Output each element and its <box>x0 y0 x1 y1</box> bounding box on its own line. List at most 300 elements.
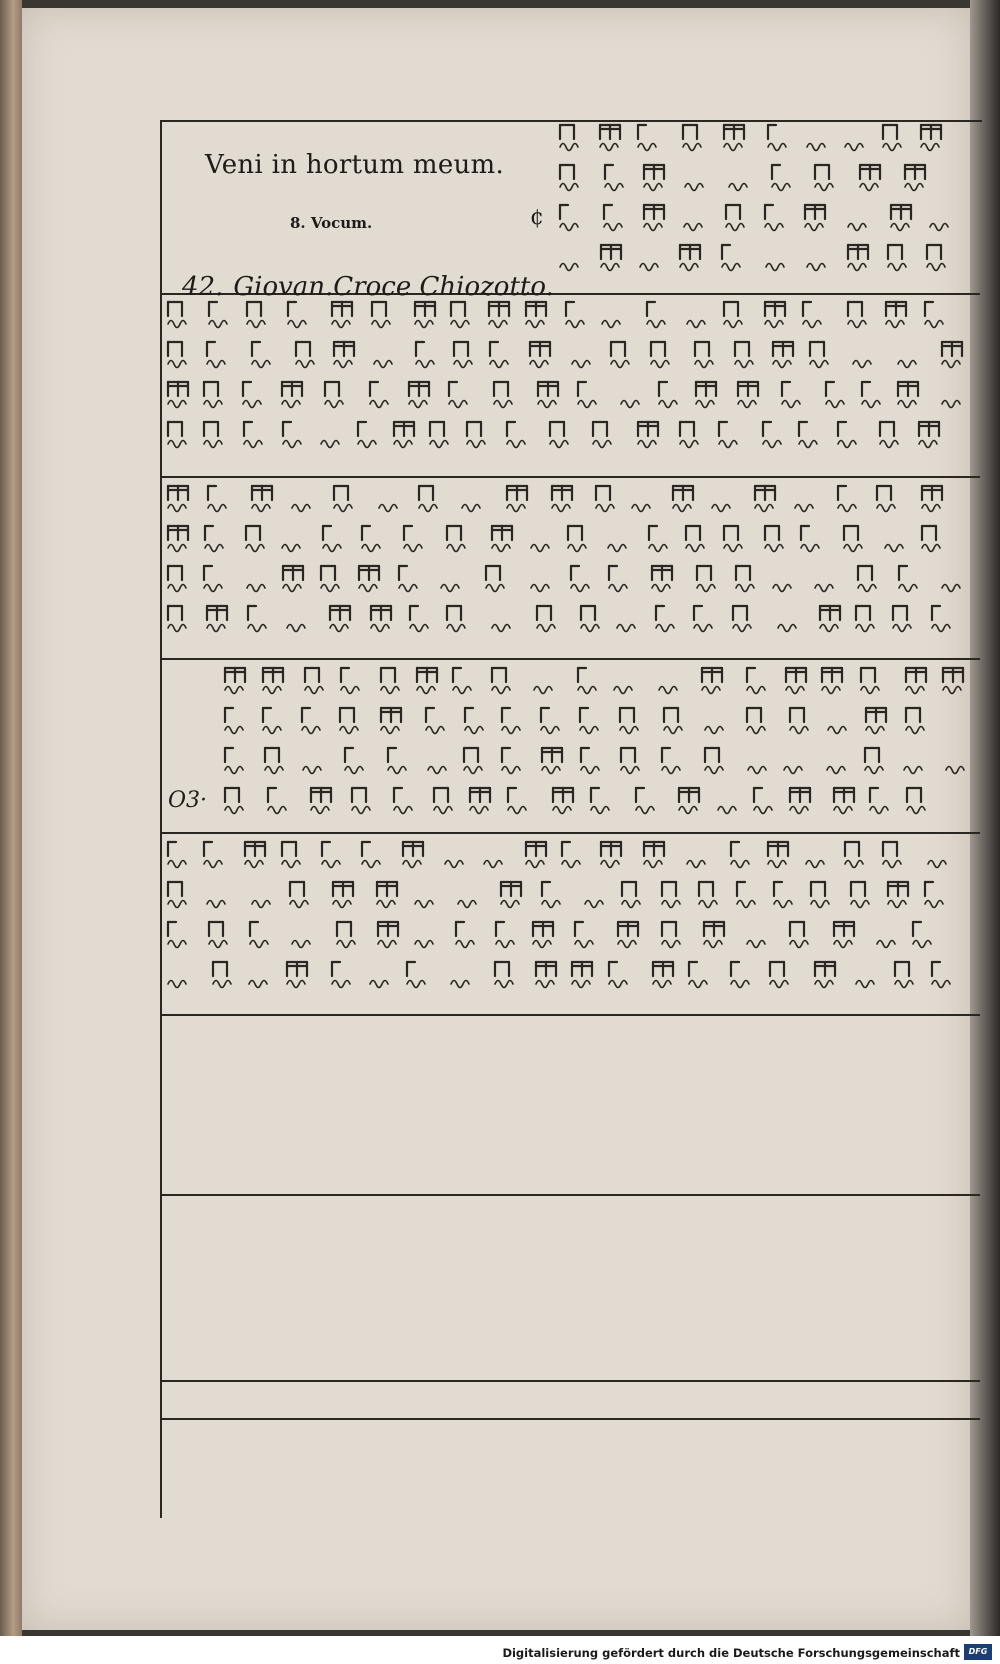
tab-letter <box>664 727 682 734</box>
tab-letter <box>617 625 635 632</box>
tab-letter <box>409 401 427 408</box>
tab-letter <box>858 585 876 592</box>
tab-letter <box>213 981 231 988</box>
tab-letter <box>246 545 264 552</box>
tab-letter <box>838 505 856 512</box>
tab-letter <box>204 441 222 448</box>
tab-letter <box>419 505 437 512</box>
tab-letter <box>321 585 339 592</box>
tab-letter <box>653 981 671 988</box>
tab-letter <box>225 767 243 774</box>
tab-letter <box>542 901 560 908</box>
tab-letter <box>263 727 281 734</box>
tab-letter <box>946 767 964 774</box>
tab-letter <box>243 401 261 408</box>
tab-letter <box>942 361 960 368</box>
tab-letter <box>467 441 485 448</box>
tab-letter <box>292 941 310 948</box>
tab-letter <box>283 585 301 592</box>
tab-letter <box>893 625 911 632</box>
tab-letter <box>943 687 961 694</box>
tab-letter <box>659 687 677 694</box>
tab-letter <box>283 441 301 448</box>
tab-letter <box>225 687 243 694</box>
tab-letter <box>927 264 945 271</box>
tablature-glyphs <box>168 125 964 988</box>
tab-letter <box>445 861 463 868</box>
tab-letter <box>332 981 350 988</box>
tab-letter <box>747 941 765 948</box>
tab-letter <box>248 625 266 632</box>
tab-letter <box>204 401 222 408</box>
tab-letter <box>638 441 656 448</box>
dfg-logo: DFG <box>964 1644 992 1660</box>
tab-letter <box>886 321 904 328</box>
tab-letter <box>702 687 720 694</box>
tab-letter <box>815 184 833 191</box>
tab-letter <box>168 941 186 948</box>
tab-letter <box>379 505 397 512</box>
tab-letter <box>906 687 924 694</box>
tab-letter <box>768 861 786 868</box>
tab-letter <box>566 321 584 328</box>
tab-letter <box>359 585 377 592</box>
tab-letter <box>244 441 262 448</box>
tab-letter <box>447 545 465 552</box>
tab-letter <box>724 321 742 328</box>
tab-letter <box>834 941 852 948</box>
tab-letter <box>502 767 520 774</box>
tab-letter <box>845 144 863 151</box>
tab-letter <box>737 901 755 908</box>
tab-letter <box>799 441 817 448</box>
tab-letter <box>906 727 924 734</box>
tab-letter <box>404 545 422 552</box>
tab-letter <box>790 727 808 734</box>
tab-letter <box>250 941 268 948</box>
tab-letter <box>735 361 753 368</box>
tab-letter <box>537 625 555 632</box>
tab-letter <box>699 901 717 908</box>
tab-letter <box>784 767 802 774</box>
tab-letter <box>644 861 662 868</box>
tab-letter <box>533 941 551 948</box>
tab-letter <box>925 901 943 908</box>
tab-letter <box>252 361 270 368</box>
tab-letter <box>605 184 623 191</box>
tab-letter <box>371 625 389 632</box>
tab-letter <box>562 861 580 868</box>
tab-letter <box>204 585 222 592</box>
tab-letter <box>686 545 704 552</box>
triple-meter-mark: O3· <box>168 788 208 813</box>
tab-letter <box>729 184 747 191</box>
tab-letter <box>334 505 352 512</box>
tab-letter <box>591 807 609 814</box>
tab-letter <box>381 727 399 734</box>
tab-letter <box>578 401 596 408</box>
tab-letter <box>207 901 225 908</box>
tab-letter <box>168 861 186 868</box>
tab-letter <box>604 224 622 231</box>
tab-letter <box>778 625 796 632</box>
tab-letter <box>394 807 412 814</box>
tab-letter <box>622 901 640 908</box>
tab-letter <box>263 687 281 694</box>
tab-letter <box>282 861 300 868</box>
tab-letter <box>252 901 270 908</box>
tab-letter <box>534 687 552 694</box>
tab-letter <box>378 941 396 948</box>
tab-letter <box>332 321 350 328</box>
tab-letter <box>726 224 744 231</box>
tab-letter <box>659 401 677 408</box>
tab-letter <box>733 625 751 632</box>
tab-letter <box>679 807 697 814</box>
tab-letter <box>662 941 680 948</box>
tab-letter <box>571 585 589 592</box>
tab-letter <box>773 585 791 592</box>
tab-letter <box>530 361 548 368</box>
tab-letter <box>766 264 784 271</box>
tab-letter <box>747 687 765 694</box>
tab-letter <box>685 184 703 191</box>
tab-letter <box>451 981 469 988</box>
tab-letter <box>838 441 856 448</box>
tab-letter <box>773 361 791 368</box>
tab-letter <box>600 144 618 151</box>
tab-letter <box>942 401 960 408</box>
tab-letter <box>168 625 186 632</box>
tab-letter <box>942 585 960 592</box>
tab-letter <box>507 441 525 448</box>
tab-letter <box>325 401 343 408</box>
tab-letter <box>168 901 186 908</box>
tab-letter <box>225 807 243 814</box>
tab-letter <box>282 545 300 552</box>
tab-letter <box>877 941 895 948</box>
tab-letter <box>609 585 627 592</box>
tab-letter <box>303 767 321 774</box>
tab-letter <box>484 861 502 868</box>
tab-letter <box>560 144 578 151</box>
tab-letter <box>696 401 714 408</box>
tab-letter <box>449 401 467 408</box>
tab-letter <box>651 361 669 368</box>
tab-letter <box>340 727 358 734</box>
tab-letter <box>305 687 323 694</box>
tab-letter <box>168 545 186 552</box>
tab-letter <box>508 807 526 814</box>
tab-letter <box>581 625 599 632</box>
tab-letter <box>928 861 946 868</box>
tab-letter <box>805 224 823 231</box>
tab-letter <box>541 727 559 734</box>
tab-letter <box>731 981 749 988</box>
tab-letter <box>834 807 852 814</box>
tab-letter <box>772 184 790 191</box>
tab-letter <box>302 727 320 734</box>
tab-letter <box>856 981 874 988</box>
tab-letter <box>636 807 654 814</box>
tab-letter <box>907 807 925 814</box>
tab-letter <box>247 585 265 592</box>
tab-letter <box>560 264 578 271</box>
tab-letter <box>394 441 412 448</box>
tab-letter <box>374 361 392 368</box>
tab-letter <box>265 767 283 774</box>
tab-letter <box>492 687 510 694</box>
tab-letter <box>883 861 901 868</box>
tab-letter <box>288 321 306 328</box>
tab-letter <box>621 767 639 774</box>
tab-letter <box>441 585 459 592</box>
tab-letter <box>763 441 781 448</box>
tab-letter <box>684 224 702 231</box>
tab-letter <box>848 264 866 271</box>
tab-letter <box>296 361 314 368</box>
tab-letter <box>712 505 730 512</box>
tab-letter <box>268 807 286 814</box>
tab-letter <box>596 505 614 512</box>
tab-letter <box>877 505 895 512</box>
tab-letter <box>786 687 804 694</box>
tab-letter <box>913 941 931 948</box>
tab-letter <box>815 981 833 988</box>
tab-letter <box>683 144 701 151</box>
tab-letter <box>765 321 783 328</box>
tab-letter <box>453 687 471 694</box>
tab-letter <box>490 361 508 368</box>
tab-letter <box>930 224 948 231</box>
tab-letter <box>578 687 596 694</box>
tab-letter <box>885 545 903 552</box>
tab-letter <box>695 361 713 368</box>
tab-letter <box>403 861 421 868</box>
composer-name: Giovan.Croce Chiozotto. <box>233 272 554 302</box>
tab-letter <box>470 807 488 814</box>
tab-letter <box>765 545 783 552</box>
tab-letter <box>649 545 667 552</box>
tab-letter <box>932 625 950 632</box>
tab-letter <box>820 625 838 632</box>
tab-letter <box>848 224 866 231</box>
tab-letter <box>416 361 434 368</box>
tab-letter <box>851 901 869 908</box>
tab-letter <box>705 767 723 774</box>
piece-title: Veni in hortum meum. <box>205 150 505 180</box>
tab-letter <box>417 687 435 694</box>
tab-letter <box>673 505 691 512</box>
tab-letter <box>601 861 619 868</box>
tab-letter <box>880 441 898 448</box>
tab-letter <box>492 625 510 632</box>
tab-letter <box>905 184 923 191</box>
tab-letter <box>866 727 884 734</box>
tab-letter <box>531 585 549 592</box>
tab-letter <box>919 441 937 448</box>
tab-letter <box>662 767 680 774</box>
tab-letter <box>883 144 901 151</box>
time-signature: ¢ <box>530 205 544 230</box>
tab-letter <box>662 901 680 908</box>
tab-letter <box>454 361 472 368</box>
tab-letter <box>560 184 578 191</box>
tab-letter <box>810 361 828 368</box>
tab-letter <box>287 981 305 988</box>
tab-letter <box>486 585 504 592</box>
tab-letter <box>870 807 888 814</box>
tab-letter <box>372 321 390 328</box>
tab-letter <box>496 941 514 948</box>
tab-letter <box>807 144 825 151</box>
tab-letter <box>652 585 670 592</box>
tab-letter <box>495 981 513 988</box>
tab-letter <box>247 321 265 328</box>
tab-letter <box>755 505 773 512</box>
tab-letter <box>731 861 749 868</box>
tab-letter <box>790 941 808 948</box>
tab-letter <box>581 767 599 774</box>
tab-letter <box>502 727 520 734</box>
tab-letter <box>621 401 639 408</box>
tab-letter <box>292 505 310 512</box>
tab-letter <box>205 545 223 552</box>
tab-letter <box>580 727 598 734</box>
tab-letter <box>922 505 940 512</box>
tab-letter <box>415 901 433 908</box>
tab-letter <box>168 401 186 408</box>
tab-letter <box>754 807 772 814</box>
tab-letter <box>370 401 388 408</box>
tab-letter <box>464 767 482 774</box>
tab-letter <box>322 861 340 868</box>
tab-letter <box>341 687 359 694</box>
tab-letter <box>168 505 186 512</box>
tab-letter <box>768 144 786 151</box>
tab-letter <box>638 144 656 151</box>
tab-letter <box>790 807 808 814</box>
tab-letter <box>611 361 629 368</box>
tab-letter <box>724 144 742 151</box>
tab-letter <box>465 727 483 734</box>
digitization-credit: Digitalisierung gefördert durch die Deutsche Forschungsgemeinschaft <box>502 1646 960 1660</box>
tab-letter <box>542 767 560 774</box>
tab-letter <box>904 767 922 774</box>
tab-letter <box>428 767 446 774</box>
tab-letter <box>333 901 351 908</box>
tab-letter <box>430 441 448 448</box>
tab-letter <box>334 361 352 368</box>
tab-letter <box>560 224 578 231</box>
tab-letter <box>311 807 329 814</box>
tab-letter <box>861 687 879 694</box>
tab-letter <box>891 224 909 231</box>
tab-letter <box>932 981 950 988</box>
tab-letter <box>806 861 824 868</box>
tab-letter <box>601 264 619 271</box>
tab-letter <box>585 901 603 908</box>
piece-number: 42. <box>182 272 224 302</box>
tab-letter <box>736 585 754 592</box>
tab-letter <box>898 361 916 368</box>
tab-letter <box>362 545 380 552</box>
tab-letter <box>922 545 940 552</box>
tab-letter <box>899 585 917 592</box>
tab-letter <box>494 401 512 408</box>
tab-letter <box>632 505 650 512</box>
tab-letter <box>249 981 267 988</box>
tab-letter <box>458 901 476 908</box>
tab-letter <box>568 545 586 552</box>
tab-letter <box>803 321 821 328</box>
tab-letter <box>807 264 825 271</box>
tab-letter <box>705 727 723 734</box>
tab-letter <box>399 585 417 592</box>
tab-letter <box>526 321 544 328</box>
tab-letter <box>774 901 792 908</box>
tab-letter <box>426 727 444 734</box>
tab-letter <box>614 687 632 694</box>
tab-letter <box>209 321 227 328</box>
tab-letter <box>575 941 593 948</box>
tab-letter <box>407 981 425 988</box>
tab-letter <box>602 321 620 328</box>
tab-letter <box>827 767 845 774</box>
tab-letter <box>689 981 707 988</box>
tab-letter <box>410 625 428 632</box>
tab-letter <box>747 727 765 734</box>
tab-letter <box>856 625 874 632</box>
tab-letter <box>719 441 737 448</box>
tab-letter <box>209 941 227 948</box>
tab-letter <box>895 981 913 988</box>
tab-letter <box>609 981 627 988</box>
tab-letter <box>898 401 916 408</box>
tab-letter <box>381 687 399 694</box>
tab-letter <box>770 981 788 988</box>
tab-letter <box>860 184 878 191</box>
tab-letter <box>377 901 395 908</box>
tab-letter <box>388 767 406 774</box>
tab-letter <box>447 625 465 632</box>
tab-letter <box>207 361 225 368</box>
tab-letter <box>801 545 819 552</box>
tab-letter <box>826 401 844 408</box>
tab-letter <box>694 625 712 632</box>
tab-letter <box>552 505 570 512</box>
tab-letter <box>489 321 507 328</box>
tab-letter <box>337 941 355 948</box>
tab-letter <box>282 401 300 408</box>
tab-letter <box>415 941 433 948</box>
tab-letter <box>656 625 674 632</box>
tab-letter <box>680 264 698 271</box>
tab-letter <box>640 264 658 271</box>
tab-letter <box>456 941 474 948</box>
tab-letter <box>620 727 638 734</box>
tab-letter <box>352 807 370 814</box>
tab-letter <box>765 224 783 231</box>
tab-letter <box>782 401 800 408</box>
tab-letter <box>287 625 305 632</box>
tab-letter <box>168 441 186 448</box>
tab-letter <box>168 361 186 368</box>
tab-letter <box>550 441 568 448</box>
tab-letter <box>722 264 740 271</box>
tab-letter <box>168 981 186 988</box>
tab-letter <box>345 767 363 774</box>
